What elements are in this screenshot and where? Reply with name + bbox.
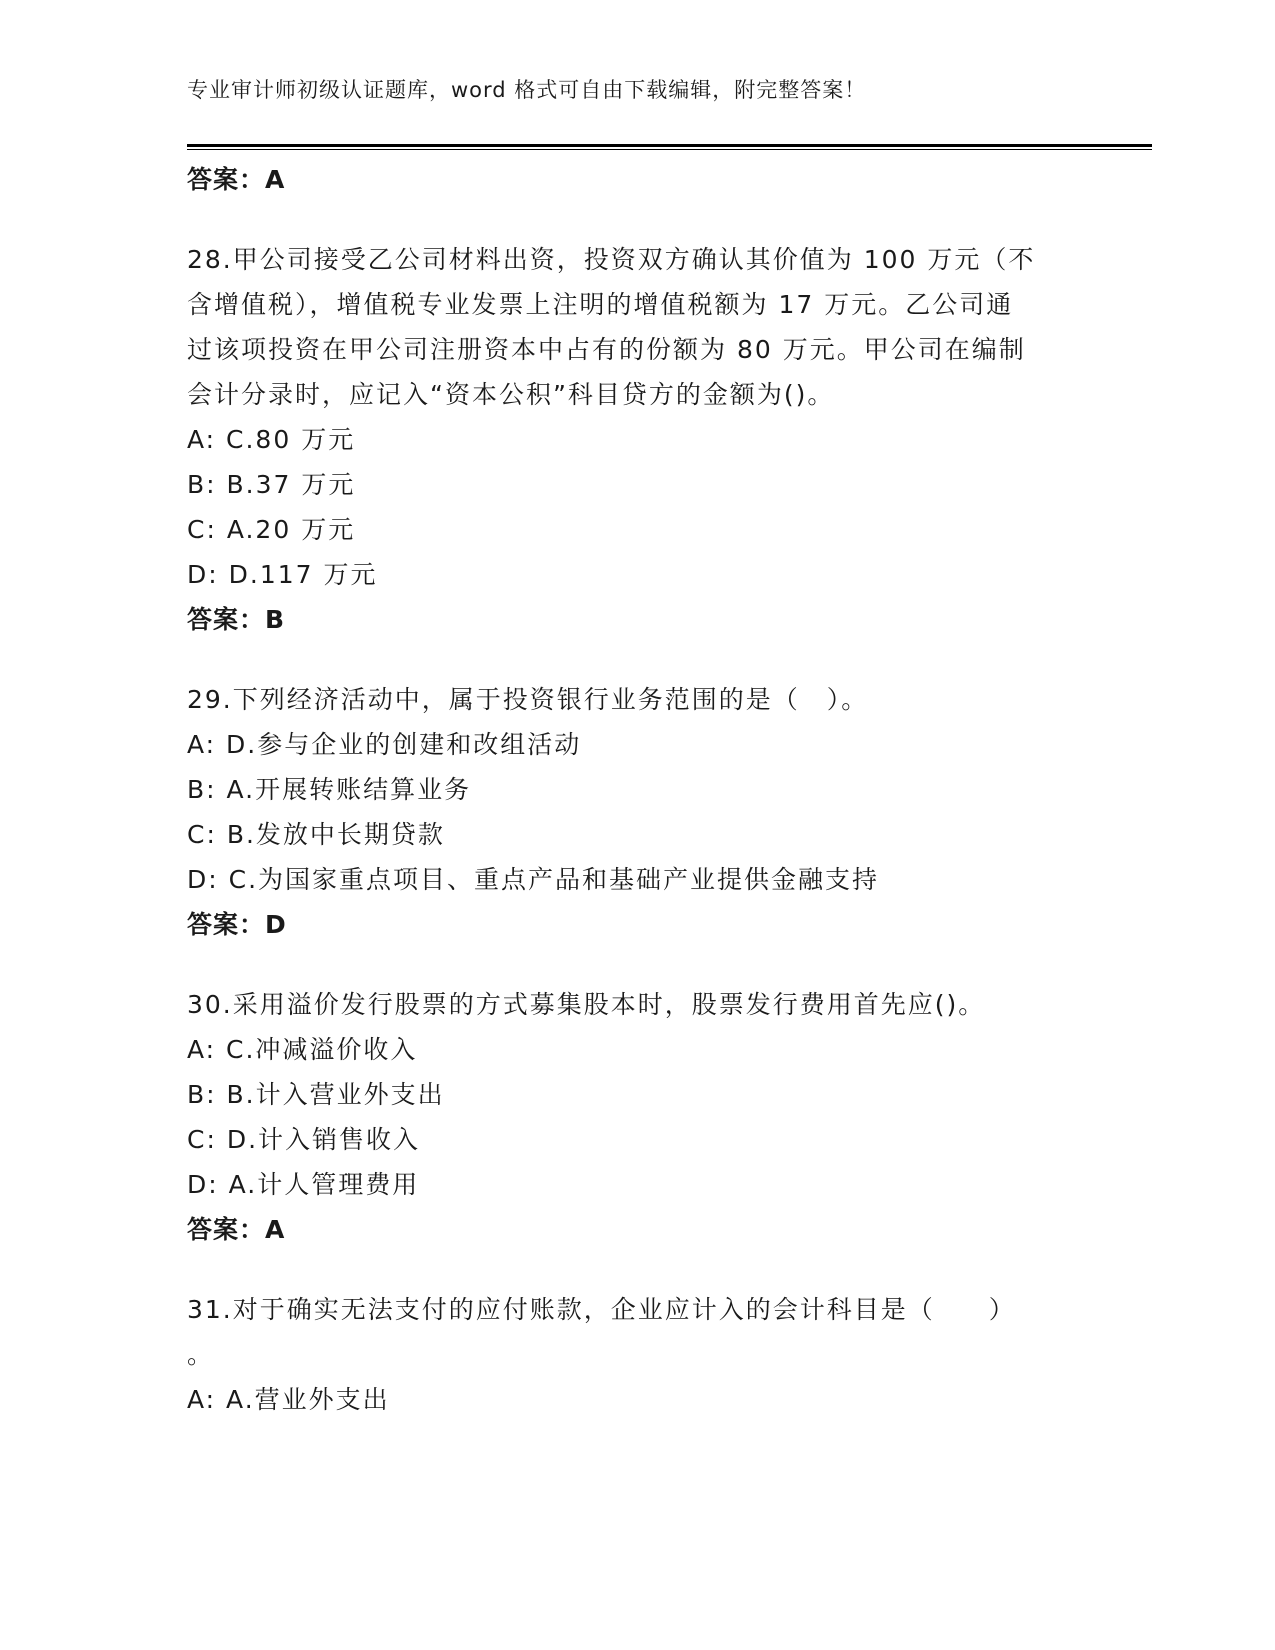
option-a: A: C.冲减溢价收入 <box>187 1035 418 1064</box>
answer-line: 答案：A <box>187 165 286 194</box>
option-d: D: C.为国家重点项目、重点产品和基础产业提供金融支持 <box>187 865 880 894</box>
question-29 <box>187 677 1087 947</box>
question-stem: 过该项投资在甲公司注册资本中占有的份额为 80 万元。甲公司在编制 <box>187 335 1026 364</box>
question-stem: 。 <box>187 1340 215 1369</box>
option-c: C: A.20 万元 <box>187 515 356 544</box>
option-d: D: D.117 万元 <box>187 560 378 589</box>
option-b: B: B.37 万元 <box>187 470 356 499</box>
answer-line: 答案：A <box>187 1215 286 1244</box>
question-stem: 28.甲公司接受乙公司材料出资，投资双方确认其价值为 100 万元（不 <box>187 245 1036 274</box>
option-a: A: C.80 万元 <box>187 425 356 454</box>
question-30 <box>187 982 1087 1252</box>
question-31 <box>187 1287 1087 1422</box>
question-28 <box>187 237 1087 642</box>
option-c: C: D.计入销售收入 <box>187 1125 421 1154</box>
option-b: B: B.计入营业外支出 <box>187 1080 445 1109</box>
option-b: B: A.开展转账结算业务 <box>187 775 472 804</box>
answer-line: 答案：B <box>187 605 286 634</box>
page-header: 专业审计师初级认证题库，word 格式可自由下载编辑，附完整答案！ <box>187 78 867 102</box>
question-stem: 会计分录时，应记入“资本公积”科目贷方的金额为()。 <box>187 380 835 409</box>
header-rule <box>187 144 1152 147</box>
answer-line: 答案：D <box>187 910 287 939</box>
option-d: D: A.计人管理费用 <box>187 1170 420 1199</box>
option-c: C: B.发放中长期贷款 <box>187 820 445 849</box>
question-stem: 30.采用溢价发行股票的方式募集股本时，股票发行费用首先应()。 <box>187 990 986 1019</box>
option-a: A: A.营业外支出 <box>187 1385 390 1414</box>
header-rule-thin <box>187 149 1152 150</box>
option-a: A: D.参与企业的创建和改组活动 <box>187 730 582 759</box>
question-stem: 29.下列经济活动中，属于投资银行业务范围的是（ ）。 <box>187 685 869 714</box>
question-stem: 含增值税），增值税专业发票上注明的增值税额为 17 万元。乙公司通 <box>187 290 1014 319</box>
question-stem: 31.对于确实无法支付的应付账款，企业应计入的会计科目是（ ） <box>187 1295 1016 1324</box>
question-list <box>187 157 1087 1422</box>
